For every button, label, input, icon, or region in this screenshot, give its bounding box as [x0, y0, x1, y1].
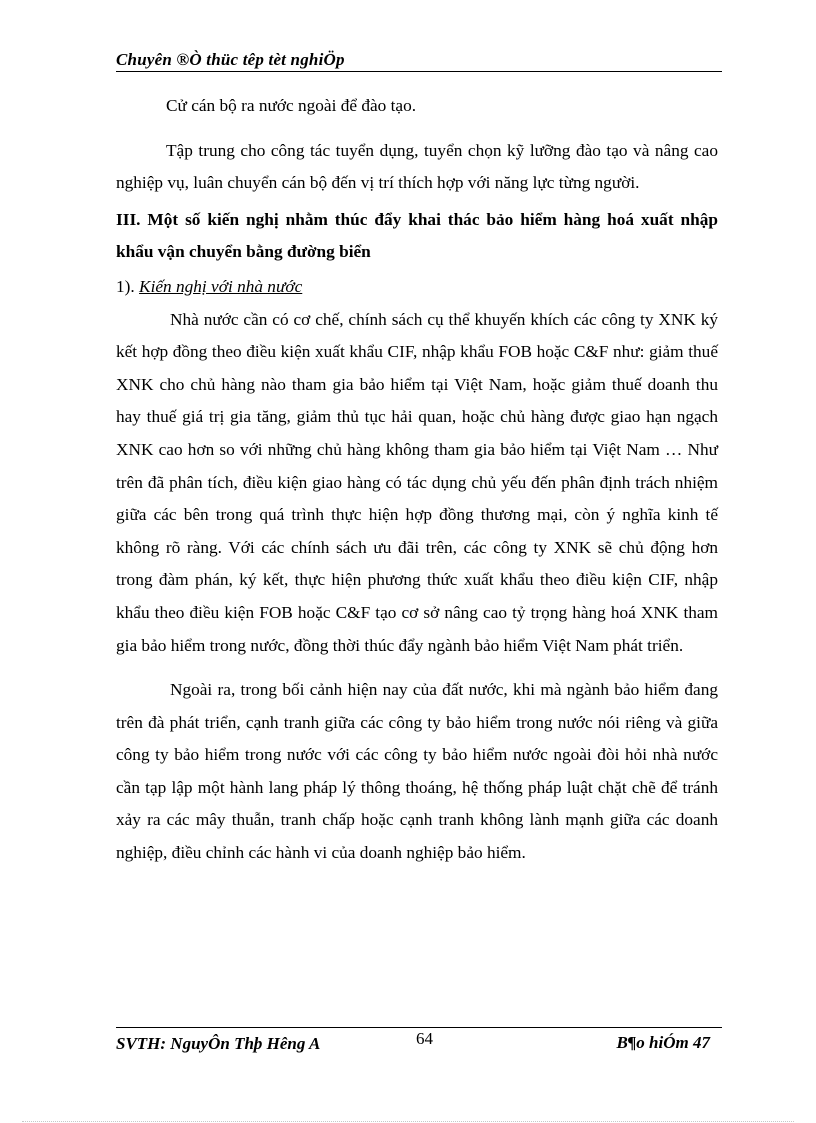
page-header [116, 50, 722, 70]
paragraph-3: Nhà nước cần có cơ chế, chính sách cụ thể khuyến khích các công ty XNK ký kết hợp đồng theo điều kiện xuất khẩu CIF, nhập khẩu FOB hoặc C&F như: giảm thuế XNK cho chủ hàng nào tham gia bảo hiểm tại Việt Nam, hoặc giảm thuế doanh thu hay thuế giá trị gia tăng, giảm thủ tục hải quan, hoặc chủ hàng được giao hạn ngạch XNK cao hơn so với những chủ hàng không tham gia bảo hiểm tại Việt Nam … Như trên đã phân tích, điều kiện giao hàng có tác dụng chủ yếu đến phân định trách nhiệm giữa các bên trong quá trình thực hiện hợp đồng thương mại, còn ý nghĩa kinh tế không rõ ràng. Với các chính sách ưu đãi trên, các công ty XNK sẽ chủ động hơn trong đàm phán, ký kết, thực hiện phương thức xuất khẩu theo điều kiện CIF, nhập khẩu theo điều kiện FOB hoặc C&F tạo cơ sở nâng cao tỷ trọng hàng hoá XNK tham gia bảo hiểm trong nước, đồng thời thúc đẩy ngành bảo hiểm Việt Nam phát triển. [116, 309, 718, 655]
footer-class-label: B¶o hiÓm 47 [616, 1033, 710, 1052]
section-heading: III. Một số kiến nghị nhằm thúc đẩy khai thác bảo hiểm hàng hoá xuất nhập khẩu vận chuyển bằng đường biển [116, 209, 718, 262]
header-rule [116, 71, 722, 72]
page-number: 64 [416, 1029, 433, 1048]
document-body [116, 90, 718, 870]
footer-rule [116, 1027, 722, 1028]
paragraph-2: Tập trung cho công tác tuyển dụng, tuyển chọn kỹ lưỡng đào tạo và nâng cao nghiệp vụ, luân chuyển cán bộ đến vị trí thích hợp với năng lực từng người. [116, 140, 718, 193]
paragraph-1: Cử cán bộ ra nước ngoài để đào tạo. [166, 96, 417, 115]
header-title: Chuyên ®Ò thüc têp tèt nghiÖp [116, 50, 345, 69]
subsection-title: Kiến nghị với nhà nước [139, 276, 303, 296]
footer-author: SVTH: NguyÔn Thþ Hêng A [116, 1034, 321, 1053]
paragraph-4: Ngoài ra, trong bối cảnh hiện nay của đất nước, khi mà ngành bảo hiểm đang trên đà phát triển, cạnh tranh giữa các công ty bảo hiểm trong nước nói riêng và giữa công ty bảo hiểm trong nước với các công ty bảo hiểm nước ngoài đòi hỏi nhà nước cần tạp lập một hành lang pháp lý thông thoáng, hệ thống pháp luật chặt chẽ để tránh xảy ra các mây thuẫn, tranh chấp hoặc cạnh tranh không lành mạnh giữa các doanh nghiệp, điều chỉnh các hành vi của doanh nghiệp bảo hiểm. [116, 680, 718, 863]
subsection-number: 1). [116, 276, 135, 296]
page-bottom-border [22, 1121, 794, 1122]
subsection-heading [116, 271, 718, 304]
